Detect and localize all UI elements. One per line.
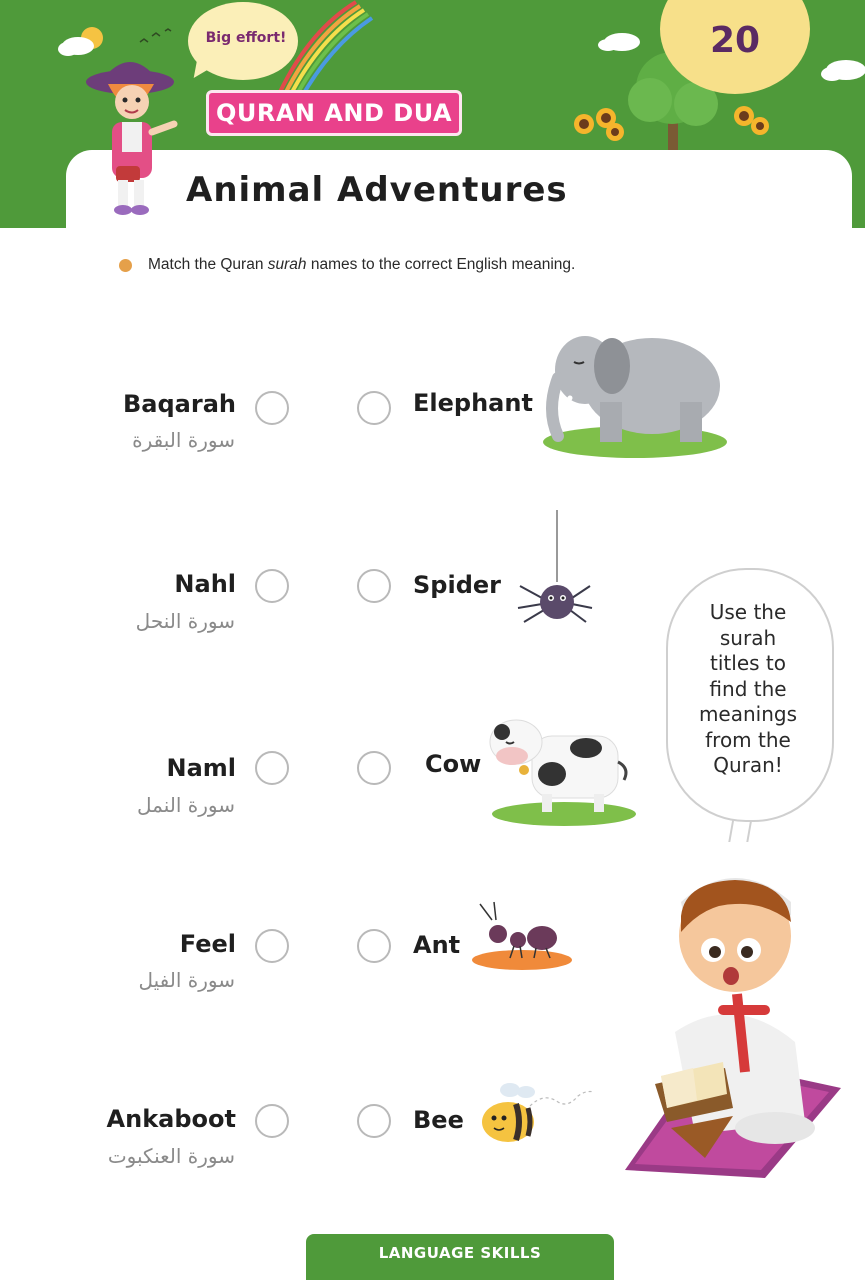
ant-illustration	[470, 900, 574, 974]
girl-character-illustration	[78, 50, 188, 220]
animal-label-bee: Bee	[413, 1106, 464, 1134]
surah-arabic-ankaboot: سورة العنكبوت	[107, 1144, 235, 1168]
surah-arabic-feel: سورة الفيل	[138, 968, 235, 992]
surah-name-ankaboot: Ankaboot	[106, 1105, 236, 1133]
surah-name-nahl: Nahl	[174, 570, 236, 598]
surah-name-feel: Feel	[179, 930, 236, 958]
cloud-icon	[598, 33, 640, 51]
animal-label-ant: Ant	[413, 931, 461, 959]
surah-arabic-nahl: سورة النحل	[135, 609, 235, 633]
match-circle-left-1[interactable]	[255, 391, 289, 425]
instruction-text: Match the Quran surah names to the correct English meaning.	[148, 256, 576, 273]
animal-label-cow: Cow	[425, 750, 482, 778]
page-title: Animal Adventures	[186, 170, 568, 210]
spider-illustration	[514, 510, 594, 634]
match-circle-right-2[interactable]	[357, 569, 391, 603]
bullet-icon	[119, 259, 132, 272]
instruction-emphasis: surah	[267, 256, 307, 273]
section-tag-label: QURAN AND DUA	[215, 99, 453, 127]
footer-label: LANGUAGE SKILLS	[378, 1244, 542, 1262]
match-circle-left-2[interactable]	[255, 569, 289, 603]
cow-illustration	[486, 702, 636, 830]
match-circle-left-3[interactable]	[255, 751, 289, 785]
surah-arabic-naml: سورة النمل	[137, 793, 235, 817]
match-circle-left-4[interactable]	[255, 929, 289, 963]
speech-bubble-text: Big effort!	[205, 30, 287, 46]
match-circle-right-4[interactable]	[357, 929, 391, 963]
boy-reading-quran-illustration	[615, 872, 845, 1182]
cloud-icon	[821, 60, 865, 81]
match-circle-left-5[interactable]	[255, 1104, 289, 1138]
page-number: 20	[709, 20, 761, 61]
animal-label-spider: Spider	[413, 571, 501, 599]
section-tag	[206, 90, 462, 136]
surah-arabic-baqarah: سورة البقرة	[132, 428, 235, 452]
tip-bubble-text: Use the surah titles to find the meanings from the Quran!	[698, 600, 798, 777]
elephant-illustration	[540, 318, 735, 464]
surah-name-naml: Naml	[166, 754, 236, 782]
match-circle-right-3[interactable]	[357, 751, 391, 785]
match-circle-right-5[interactable]	[357, 1104, 391, 1138]
animal-label-elephant: Elephant	[413, 389, 533, 417]
match-circle-right-1[interactable]	[357, 391, 391, 425]
birds-icon	[140, 29, 171, 42]
bee-illustration	[470, 1076, 596, 1146]
surah-name-baqarah: Baqarah	[123, 390, 236, 418]
